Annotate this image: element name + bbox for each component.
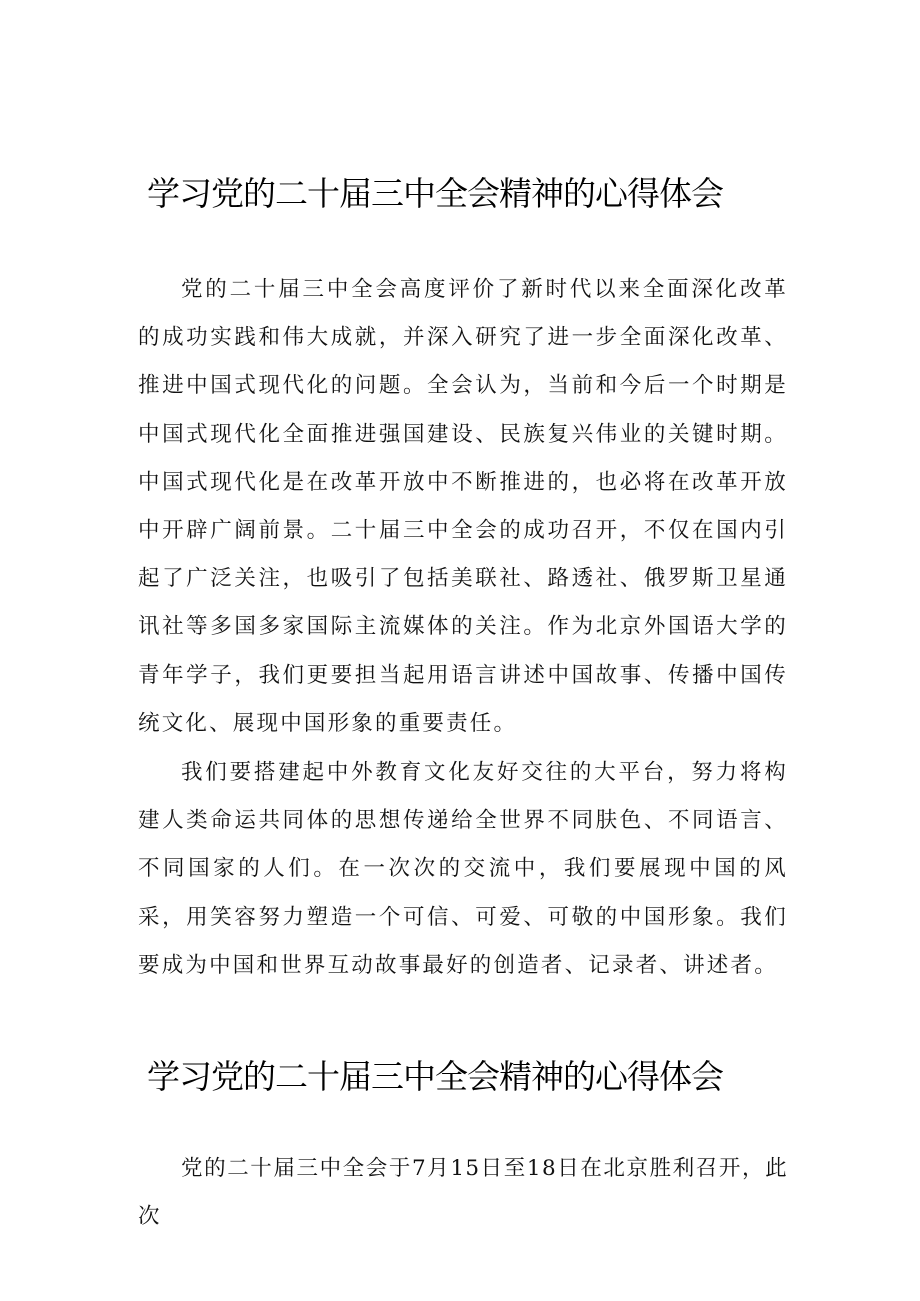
body-paragraph: 我们要搭建起中外教育文化友好交往的大平台，努力将构建人类命运共同体的思想传递给全世界不同肤色、不同语言、不同国家的人们。在一次次的交流中，我们要展现中国的风采，用笑容努力塑造一个可信、可爱、可敬的中国形象。我们要成为中国和世界互动故事最好的创造者、记录者、讲述者。 bbox=[138, 760, 788, 978]
body-paragraph: 党的二十届三中全会高度评价了新时代以来全面深化改革的成功实践和伟大成就，并深入研究了进一步全面深化改革、推进中国式现代化的问题。全会认为，当前和今后一个时期是中国式现代化全面推进强国建设、民族复兴伟业的关键时期。中国式现代化是在改革开放中不断推进的，也必将在改革开放中开辟广阔前景。二十届三中全会的成功召开，不仅在国内引起了广泛关注，也吸引了包括美联社、路透社、俄罗斯卫星通讯社等多国多家国际主流媒体的关注。作为北京外国语大学的青年学子，我们更要担当起用语言讲述中国故事、传播中国传统文化、展现中国形象的重要责任。 bbox=[138, 277, 788, 736]
section-title: 学习党的二十届三中全会精神的心得体会 bbox=[147, 1057, 723, 1096]
section-title: 学习党的二十届三中全会精神的心得体会 bbox=[147, 174, 723, 213]
body-paragraph: 党的二十届三中全会于7月15日至18日在北京胜利召开，此次 bbox=[138, 1156, 788, 1230]
